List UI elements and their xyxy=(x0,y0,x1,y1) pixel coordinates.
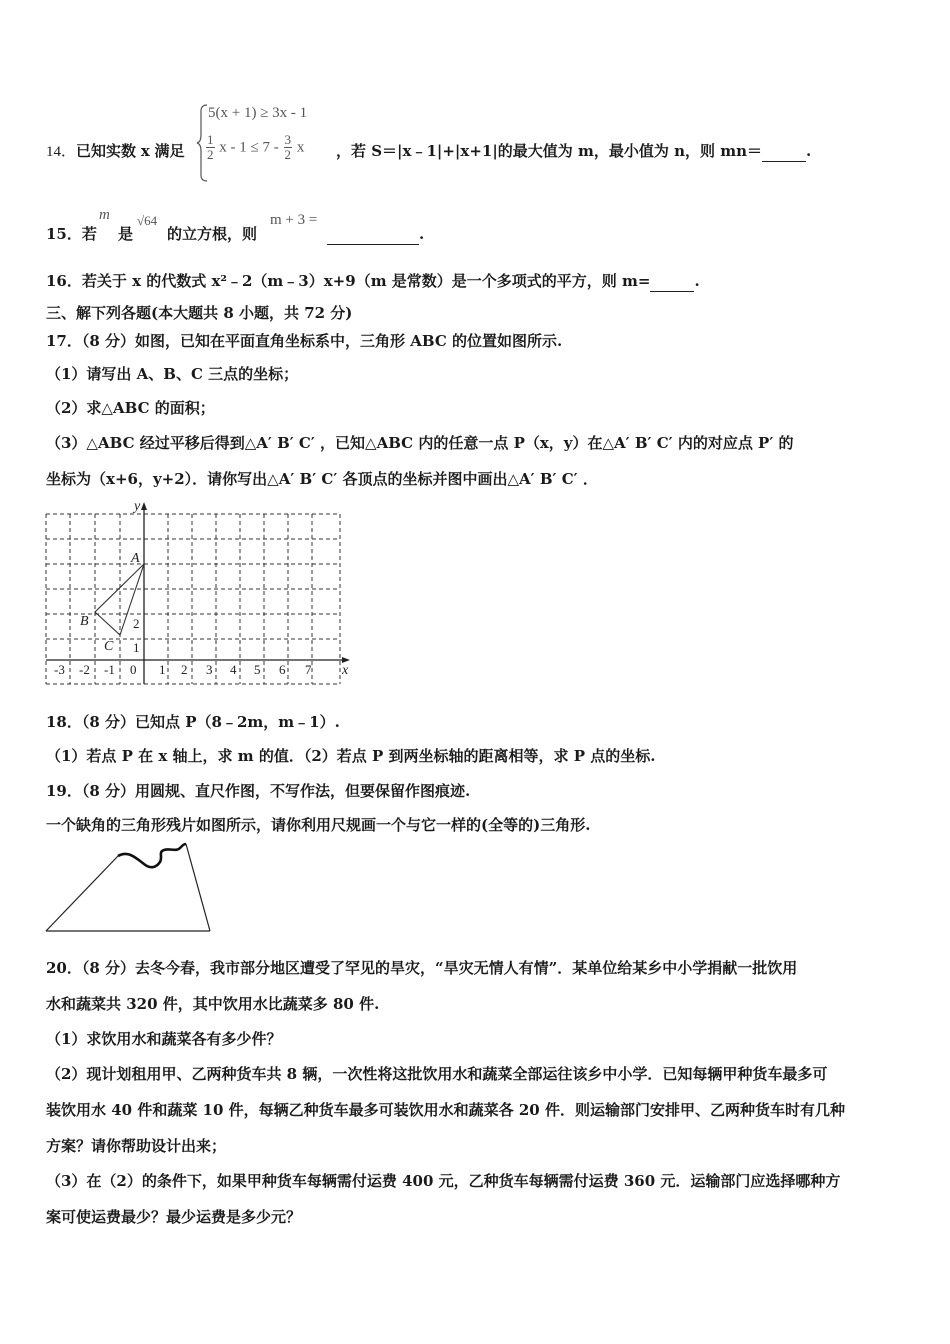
x-tick-5: 5 xyxy=(254,662,261,677)
q15-m: m xyxy=(99,207,110,223)
broken-triangle-figure xyxy=(40,838,220,938)
q14-tail: ，若 S＝|x﹣1|+|x+1|的最大值为 m，最小值为 n，则 mn＝ . xyxy=(336,142,812,160)
y-tick-2: 2 xyxy=(133,616,140,631)
q15-sqrt: √64 xyxy=(137,213,158,228)
q20-part2-line1: （2）现计划租用甲、乙两种货车共 8 辆，一次性将这批饮用水和蔬菜全部运往该乡中小学．已知每辆甲种货车最多可 xyxy=(46,1065,828,1083)
q15-prefix: 15．若 xyxy=(46,225,97,243)
x-tick-neg2: -2 xyxy=(79,662,90,677)
point-c-label: C xyxy=(104,639,114,654)
q14-var: x xyxy=(140,142,150,160)
q20-line2: 水和蔬菜共 320 件，其中饮用水比蔬菜多 80 件. xyxy=(46,995,380,1013)
q17-stem: 17．（8 分）如图，已知在平面直角坐标系中，三角形 ABC 的位置如图所示. xyxy=(46,332,563,350)
q14-lead: 已知实数 xyxy=(76,142,137,160)
q14-answer-blank xyxy=(762,141,806,162)
q20-part1: （1）求饮用水和蔬菜各有多少件？ xyxy=(46,1030,282,1048)
q14-satisfies: 满足 xyxy=(154,142,185,160)
q20-part2-line3: 方案？请你帮助设计出来； xyxy=(46,1137,227,1155)
q14-system-line2b: x xyxy=(296,139,305,156)
triangle-left-side xyxy=(46,856,118,931)
x-tick-7: 7 xyxy=(305,662,312,677)
x-tick-2: 2 xyxy=(181,662,188,677)
q18-parts: （1）若点 P 在 x 轴上，求 m 的值．（2）若点 P 到两坐标轴的距离相等，求 P 点的坐标. xyxy=(46,747,656,765)
section-3-heading: 三、解下列各题(本大题共 8 小题，共 72 分) xyxy=(46,304,353,322)
question-16: 16．若关于 x 的代数式 x²﹣2（m﹣3）x+9（m 是常数）是一个多项式的平方，则 m= . xyxy=(46,272,700,290)
q19-description: 一个缺角的三角形残片如图所示，请你利用尺规画一个与它一样的(全等的)三角形. xyxy=(46,816,591,834)
q19-stem: 19．（8 分）用圆规、直尺作图，不写作法，但要保留作图痕迹. xyxy=(46,782,471,800)
q17-part2: （2）求△ABC 的面积； xyxy=(46,399,215,417)
x-tick-0: 0 xyxy=(130,662,137,677)
triangle-right-side xyxy=(186,844,210,931)
point-a-label: A xyxy=(131,551,140,566)
q17-part1: （1）请写出 A、B、C 三点的坐标； xyxy=(46,365,299,383)
grid-lines xyxy=(46,514,340,684)
q14-number: 14． xyxy=(46,144,77,160)
q14-system-line1: 5(x + 1) ≥ 3x - 1 xyxy=(208,105,308,121)
q17-part3-line1: （3）△ABC 经过平移后得到△A′ B′ C′ ，已知△ABC 内的任意一点 P（x，y）在△A′ B′ C′ 内的对应点 P′ 的 xyxy=(46,434,794,452)
x-tick-neg1: -1 xyxy=(104,662,115,677)
q14-fraction-three-halves: $\frac{3}{2}$ xyxy=(284,132,292,162)
q18-stem: 18．（8 分）已知点 P（8﹣2m，m﹣1）. xyxy=(46,713,340,731)
question-15 xyxy=(46,224,97,244)
q20-part2-line2: 装饮用水 40 件和蔬菜 10 件，每辆乙种货车最多可装饮用水和蔬菜各 20 件．则运输部门安排甲、乙两种货车时有几种 xyxy=(46,1101,845,1119)
q20-part3-line1: （3）在（2）的条件下，如果甲种货车每辆需付运费 400 元，乙种货车每辆需付运费 360 元．运输部门应选择哪种方 xyxy=(46,1172,841,1190)
q15-is: 是 xyxy=(118,225,134,243)
q16-answer-blank xyxy=(650,271,694,292)
x-tick-3: 3 xyxy=(206,662,213,677)
q14-fraction-half: $\frac{1}{2}$ xyxy=(207,132,214,162)
x-tick-1: 1 xyxy=(159,662,166,677)
question-14 xyxy=(46,141,185,162)
y-axis-arrow-icon xyxy=(141,502,147,510)
q15-answer-blank xyxy=(327,224,419,245)
q20-part3-line2: 案可使运费最少？最少运费是多少元？ xyxy=(46,1208,302,1226)
q15-answer: . xyxy=(327,224,424,245)
x-tick-4: 4 xyxy=(230,662,237,677)
point-b-label: B xyxy=(80,614,89,629)
y-axis-label: y xyxy=(134,499,141,514)
q14-system-line2a: x - 1 ≤ 7 - xyxy=(219,139,279,156)
x-tick-neg3: -3 xyxy=(54,662,65,677)
coordinate-grid-figure xyxy=(40,494,360,694)
x-tick-6: 6 xyxy=(279,662,286,677)
q20-line1: 20．（8 分）去冬今春，我市部分地区遭受了罕见的旱灾，“旱灾无情人有情”．某单位给某乡中小学捐献一批饮用 xyxy=(46,959,798,977)
q15-expression: m + 3 = xyxy=(270,212,318,228)
broken-edge xyxy=(118,844,186,867)
q17-part3-line2: 坐标为（x+6，y+2）．请你写出△A′ B′ C′ 各顶点的坐标并图中画出△A′ B′ C′ ． xyxy=(46,470,598,488)
q14-inequality-system xyxy=(196,103,336,183)
q15-cube-root-text: 的立方根，则 xyxy=(167,225,258,243)
y-tick-1: 1 xyxy=(133,640,140,655)
x-tick-labels xyxy=(54,662,312,677)
x-axis-label: x xyxy=(342,663,349,678)
